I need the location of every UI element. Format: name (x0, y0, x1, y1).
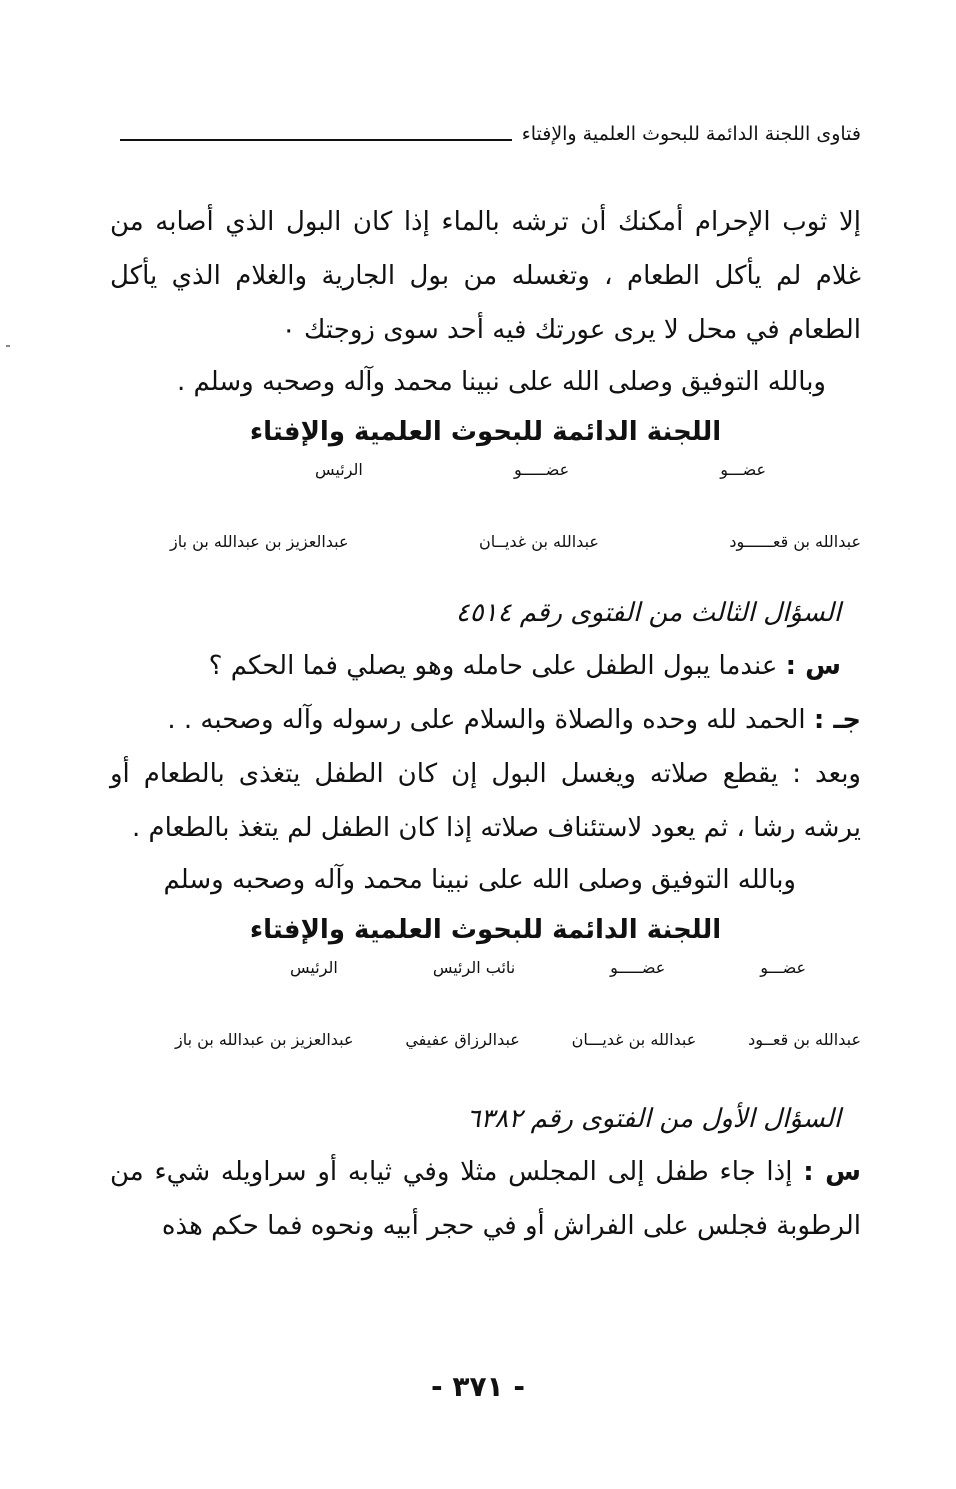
running-header (120, 112, 861, 144)
signatory-name: عبدالله بن غديـــان (571, 1030, 697, 1049)
signatory-title: عضـــــو (610, 958, 666, 977)
answer-intro-paragraph (110, 693, 861, 747)
section-title: السؤال الأول من الفتوى رقم ٦٣٨٢ (466, 1104, 841, 1134)
signatory-name: عبدالله بن قعــــــود (729, 532, 861, 551)
signatory-name: عبدالله بن غديــان (478, 532, 599, 551)
signatory-titles (110, 957, 861, 979)
answer-body: وبعد : يقطع صلاته ويغسل البول إن كان الطفل يتغذى بالطعام أو يرشه رشا ، ثم يعود لاستئناف صلاته إذا كان الطفل لم يتغذ بالطعام . (110, 759, 861, 843)
question-text: إذا جاء طفل إلى المجلس مثلا وفي ثيابه أو سراويله شيء من الرطوبة فجلس على الفراش أو في حجر أبيه ونحوه فما حكم هذه (110, 1157, 861, 1241)
signatory-name: عبدالرزاق عفيفي (405, 1030, 520, 1049)
signatory-name: عبدالعزيز بن عبدالله بن باز (170, 532, 349, 551)
section-title: السؤال الثالث من الفتوى رقم ٤٥١٤ (455, 598, 841, 628)
header-title: فتاوى اللجنة الدائمة للبحوث العلمية والإفتاء (521, 123, 861, 145)
margin-mark (6, 345, 10, 347)
question-label: س : (803, 1157, 862, 1187)
question-label: س : (785, 651, 841, 681)
header-rule (120, 139, 512, 141)
page-number: - ٣٧١ - (430, 1370, 526, 1403)
question-paragraph (110, 1145, 861, 1253)
signatory-title: الرئيس (290, 958, 338, 977)
signatory-names (110, 531, 861, 553)
signatory-title: الرئيس (315, 460, 363, 479)
signatory-title: عضـــو (760, 958, 806, 977)
committee-name: اللجنة الدائمة للبحوث العلمية والإفتاء (249, 915, 722, 945)
question-text: عندما يبول الطفل على حامله وهو يصلي فما الحكم ؟ (208, 651, 778, 681)
signatory-name: عبدالله بن قعــود (748, 1030, 861, 1049)
answer-intro-text: الحمد لله وحده والصلاة والسلام على رسوله وآله وصحبه . . (167, 705, 806, 735)
signatory-title: عضـــو (720, 460, 766, 479)
signatory-titles (110, 459, 861, 481)
committee-name: اللجنة الدائمة للبحوث العلمية والإفتاء (249, 417, 722, 447)
answer-label: جـ : (813, 705, 861, 735)
fatwa-paragraph: إلا ثوب الإحرام أمكنك أن ترشه بالماء إذا كان البول الذي أصابه من غلام لم يأكل الطعام ، وتغسله من بول الجارية والغلام الذي يأكل الطعام في محل لا يرى عورتك فيه أحد سوى زوجتك ٠ (110, 207, 861, 345)
signatory-title: نائب الرئيس (432, 958, 516, 977)
closing-prayer: وبالله التوفيق وصلى الله على نبينا محمد وآله وصحبه وسلم (163, 865, 796, 895)
page-content (110, 195, 861, 1253)
closing-prayer: وبالله التوفيق وصلى الله على نبينا محمد وآله وصحبه وسلم . (176, 367, 826, 397)
question-paragraph (110, 639, 861, 693)
signatory-names (110, 1029, 861, 1051)
signatory-title: عضـــــو (513, 460, 570, 479)
signatory-name: عبدالعزيز بن عبدالله بن باز (175, 1030, 354, 1049)
